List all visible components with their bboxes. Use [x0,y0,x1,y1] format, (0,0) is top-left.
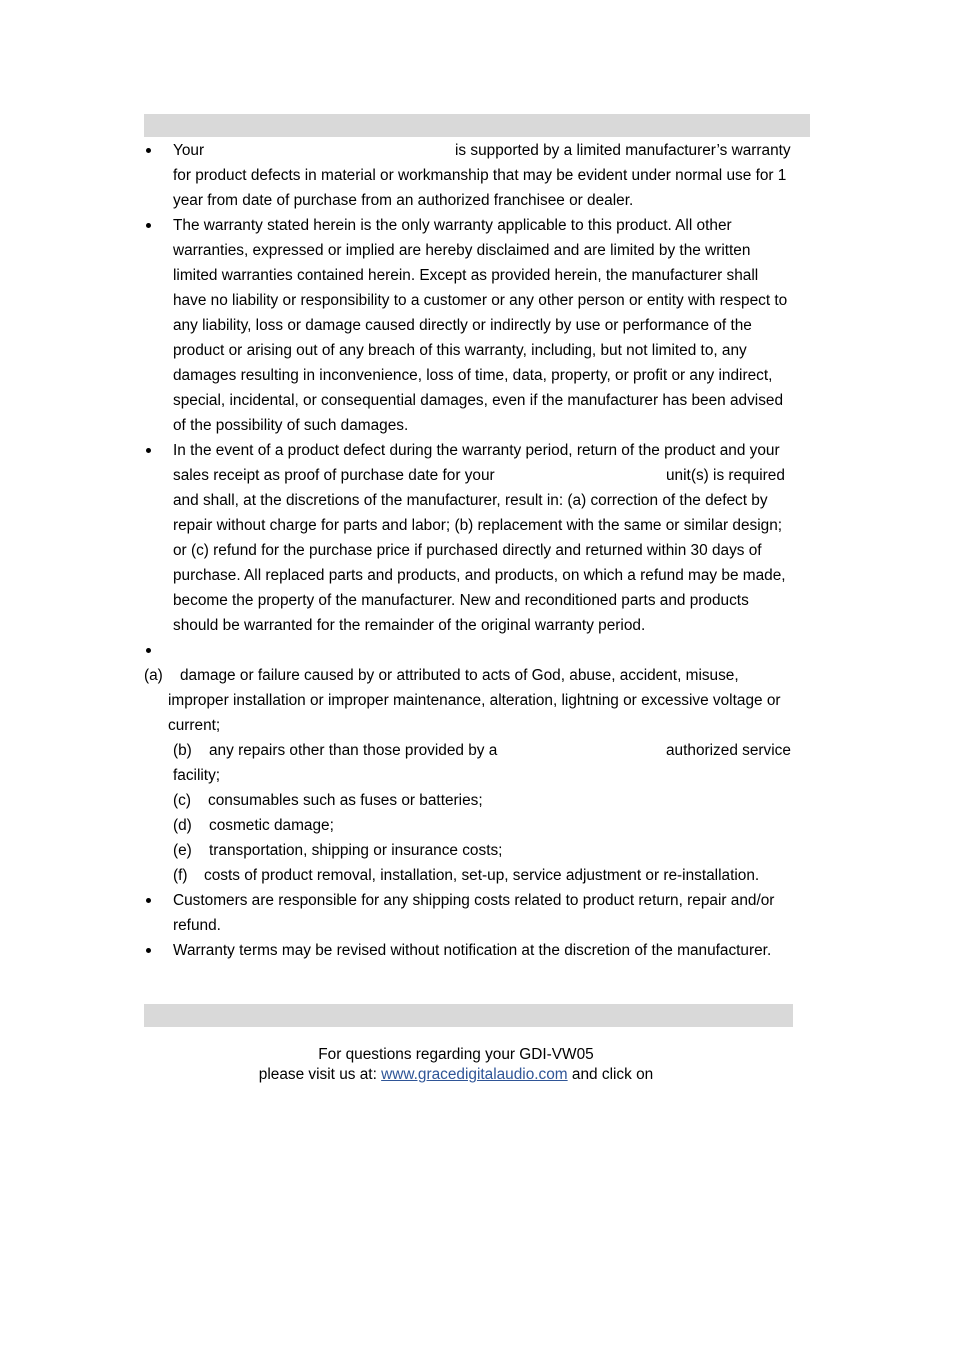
exclusion-d-marker: (d) [173,817,192,834]
warranty-item2-line: product or arising out of any breach of this warranty, including, but not limited to, any [173,342,747,359]
exclusion-b-prefix: any repairs other than those provided by a [209,742,498,759]
exclusion-f-text: costs of product removal, installation, set-up, service adjustment or re-installation. [204,867,760,884]
support-line2-suffix: and click on [567,1066,654,1083]
warranty-item2-line: The warranty stated herein is the only warranty applicable to this product. All other [173,217,732,234]
exclusion-d-text: cosmetic damage; [209,817,334,834]
warranty-item2-line: warranties, expressed or implied are hereby disclaimed and are limited by the written [173,242,751,259]
warranty-item1-line1-suffix: is supported by a limited manufacturer’s warranty [455,142,791,159]
exclusion-b-marker: (b) [173,742,192,759]
warranty-item3-line: should be warranted for the remainder of the original warranty period. [173,617,646,634]
warranty-item2-line: any liability, loss or damage caused directly or indirectly by use or performance of the [173,317,752,334]
warranty-item1-line1-prefix: Your [173,142,205,159]
warranty-item3-line: become the property of the manufacturer. New and reconditioned parts and products [173,592,749,609]
warranty-section-header-bar [144,114,810,137]
support-line1: For questions regarding your GDI-VW05 [318,1046,594,1063]
bullet-marker [146,148,151,153]
support-line2-prefix: please visit us at: [258,1066,382,1083]
warranty-item2-line: damages resulting in inconvenience, loss of time, data, property, or profit or any indirect, [173,367,773,384]
warranty-item3-line2-prefix: sales receipt as proof of purchase date for your [173,467,495,484]
warranty-item1-line2: for product defects in material or workmanship that may be evident under normal use for 1 [173,167,787,184]
exclusion-b-suffix: authorized service [666,742,791,759]
warranty-item2-line: of the possibility of such damages. [173,417,409,434]
warranty-item3-line: and shall, at the discretions of the manufacturer, result in: (a) correction of the defect by [173,492,768,509]
warranty-item3-line: repair without charge for parts and labor; (b) replacement with the same or similar design; [173,517,783,534]
website-link[interactable]: www.gracedigitalaudio.com [381,1066,568,1083]
warranty-item2-line: have no liability or responsibility to a customer or any other person or entity with respect to [173,292,788,309]
exclusion-e-marker: (e) [173,842,192,859]
exclusion-a-line2: improper installation or improper maintenance, alteration, lightning or excessive voltage or [168,692,781,709]
warranty-item2-line: limited warranties contained herein. Except as provided herein, the manufacturer shall [173,267,759,284]
exclusion-a-line3: current; [168,717,221,734]
warranty-item5-line1: Customers are responsible for any shipping costs related to product return, repair and/or [173,892,775,909]
support-line2 [0,1065,912,1085]
exclusion-c-text: consumables such as fuses or batteries; [208,792,483,809]
exclusion-a-marker: (a) [144,667,163,684]
bullet-marker [146,898,151,903]
exclusion-f-marker: (f) [173,867,188,884]
bullet-marker [146,448,151,453]
warranty-item3-line2-suffix: unit(s) is required [666,467,785,484]
warranty-item6-line1: Warranty terms may be revised without notification at the discretion of the manufacturer. [173,942,772,959]
support-section-header-bar [144,1004,793,1027]
warranty-item2-line: special, incidental, or consequential damages, even if the manufacturer has been advised [173,392,784,409]
exclusion-a-line1: damage or failure caused by or attributed to acts of God, abuse, accident, misuse, [180,667,739,684]
warranty-item3-line: or (c) refund for the purchase price if purchased directly and returned within 30 days of [173,542,762,559]
warranty-item5-line2: refund. [173,917,221,934]
exclusion-e-text: transportation, shipping or insurance costs; [209,842,503,859]
warranty-item3-line1: In the event of a product defect during the warranty period, return of the product and your [173,442,780,459]
bullet-marker [146,223,151,228]
exclusion-b-line2: facility; [173,767,221,784]
bullet-marker [146,948,151,953]
bullet-marker [146,648,151,653]
warranty-item3-line: purchase. All replaced parts and products, and products, on which a refund may be made, [173,567,786,584]
exclusion-c-marker: (c) [173,792,191,809]
warranty-item1-line3: year from date of purchase from an authorized franchisee or dealer. [173,192,634,209]
